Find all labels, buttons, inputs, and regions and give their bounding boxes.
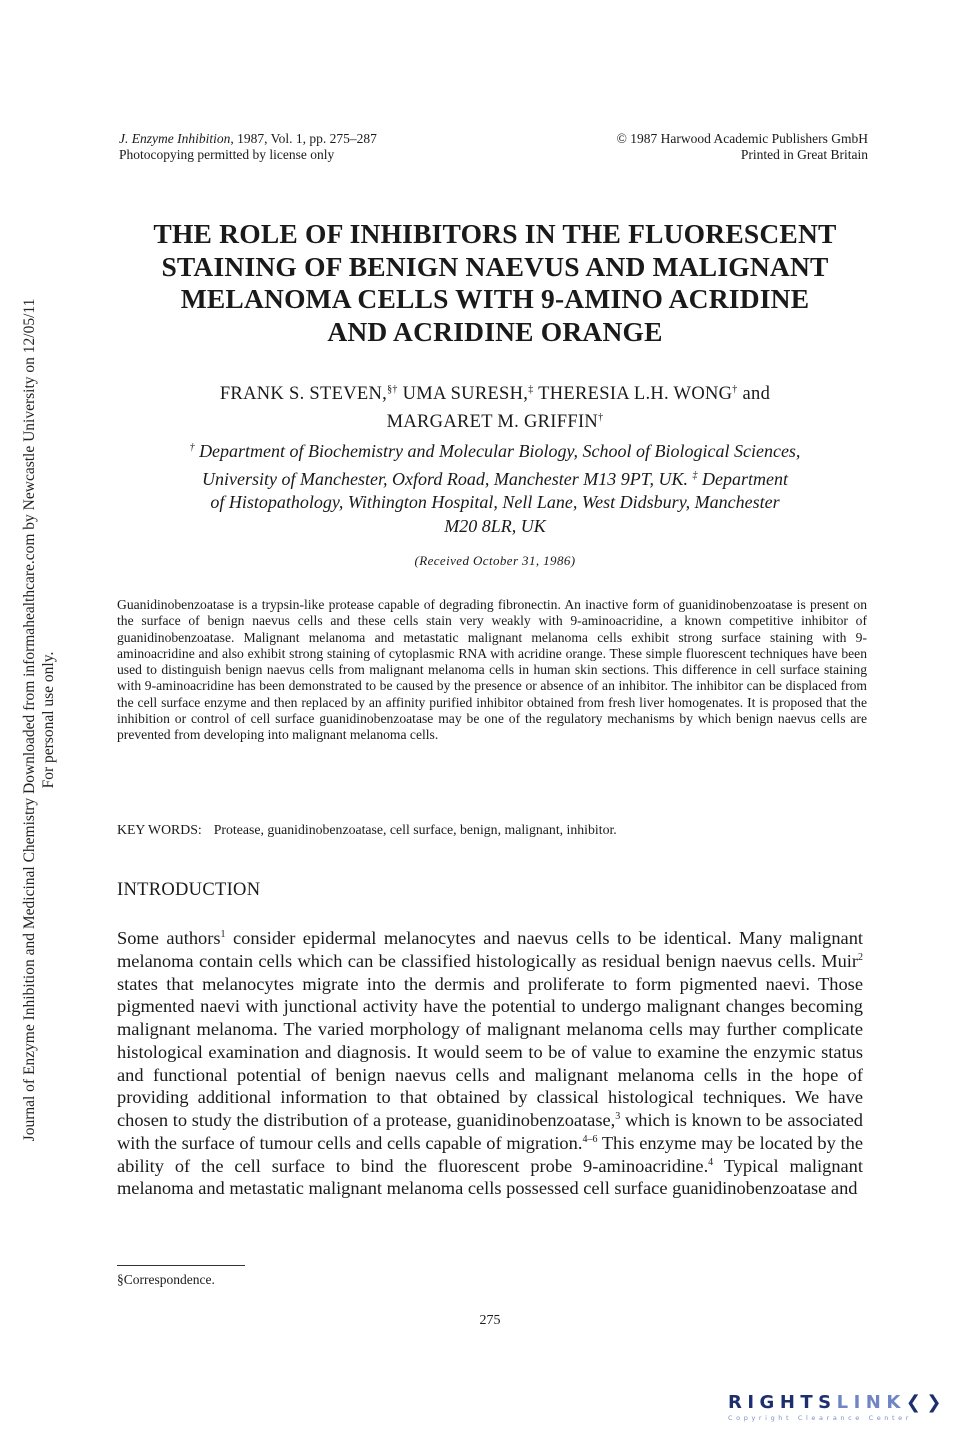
author-conjunction: and xyxy=(737,384,771,405)
citation-ref: 2 xyxy=(858,951,863,963)
download-stamp-line2: For personal use only. xyxy=(40,651,57,789)
affiliation-line xyxy=(105,464,885,492)
author-mark: † xyxy=(732,384,738,395)
publisher-header xyxy=(617,131,868,163)
logo-wordmark xyxy=(728,1392,960,1413)
journal-name: J. Enzyme Inhibition xyxy=(119,131,231,146)
keywords xyxy=(117,822,867,838)
logo-arrow-icon: ❮❯ xyxy=(905,1392,947,1413)
citation-ref: 4 xyxy=(708,1156,714,1168)
author-line xyxy=(110,406,880,434)
author-name: MARGARET M. GRIFFIN xyxy=(386,412,599,433)
title-line: MELANOMA CELLS WITH 9-AMINO ACRIDINE xyxy=(180,283,810,314)
keywords-text: Protease, guanidinobenzoatase, cell surface, benign, malignant, inhibitor. xyxy=(213,822,617,837)
affiliation-text: Department of Biochemistry and Molecular Biology, School of Biological Sciences, xyxy=(194,441,801,461)
journal-citation xyxy=(119,131,377,147)
affiliation-text: University of Manchester, Oxford Road, Manchester M13 9PT, UK. xyxy=(202,468,693,489)
title-line: AND ACRIDINE ORANGE xyxy=(327,315,663,347)
affiliation-text: Department xyxy=(697,468,788,489)
keywords-label: KEY WORDS: xyxy=(117,822,202,837)
citation-ref: 3 xyxy=(615,1110,621,1122)
citation-ref: 1 xyxy=(220,928,226,940)
body-text-segment: Typical malignant melanoma and metastatic malignant melanoma cells possessed cell surface guanidinobenzoatase and xyxy=(117,1155,863,1199)
affiliation-line: of Histopathology, Withington Hospital, Nell Lane, West Didsbury, Manchester xyxy=(210,492,780,512)
body-text-segment: which is known to be associated with the surface of tumour cells and cells capable of migration. xyxy=(117,1110,863,1153)
footnote: §Correspondence. xyxy=(117,1272,215,1287)
affiliation-mark: † xyxy=(189,442,195,453)
affiliations xyxy=(105,436,885,538)
affiliation-line: M20 8LR, UK xyxy=(444,515,546,536)
photocopy-notice: Photocopying permitted by license only xyxy=(119,147,335,162)
author-name: THERESIA L.H. WONG xyxy=(533,384,733,405)
author-mark: ‡ xyxy=(528,384,534,395)
affiliation-line xyxy=(105,436,885,464)
author-mark: §† xyxy=(387,384,398,395)
download-stamp-line1: Journal of Enzyme Inhibition and Medicinal Chemistry Downloaded from informahealthcare.com by Newcastle University on 12/05/11 xyxy=(21,298,38,1142)
body-text-segment: states that melanocytes migrate into the dermis and proliferate to form pigmented naevi. Those pigmented naevi with junctional activity have the potential to undergo malignant changes becoming malignant melanoma. The varied morphology of malignant melanoma cells may further complicate histological examination and diagnosis. It would seem to be of value to examine the enzymic status and functional potential of benign naevus cells and malignant melanoma cells in the hope of providing additional information to that obtained by classical histological techniques. We have chosen to study the distribution of a protease, guanidinobenzoatase, xyxy=(117,973,863,1130)
received-date: (Received October 31, 1986) xyxy=(414,553,576,568)
journal-header xyxy=(119,131,377,163)
author-name: UMA SURESH, xyxy=(397,384,529,405)
copyright-line: © 1987 Harwood Academic Publishers GmbH xyxy=(616,131,868,146)
title-line: THE ROLE OF INHIBITORS IN THE FLUORESCENT xyxy=(153,218,837,249)
author-name: FRANK S. STEVEN, xyxy=(219,384,388,405)
body-text-segment: consider epidermal melanocytes and naevus cells to be identical. Many malignant melanoma contain cells which can be classified histologically as residual benign naevus cells. Muir xyxy=(117,928,863,971)
rightslink-logo xyxy=(728,1392,960,1432)
author-list xyxy=(110,378,880,434)
citation-details: , 1987, Vol. 1, pp. 275–287 xyxy=(230,131,377,146)
article-title xyxy=(100,218,890,348)
author-mark: † xyxy=(598,412,604,424)
section-heading: INTRODUCTION xyxy=(117,880,261,900)
author-line xyxy=(110,378,880,406)
citation-ref: 4–6 xyxy=(582,1133,598,1145)
body-text-segment: Some authors xyxy=(117,928,221,948)
body-paragraph xyxy=(117,927,863,1200)
logo-text-light: LINK xyxy=(836,1392,906,1413)
download-stamp xyxy=(20,260,58,1180)
affiliation-mark: ‡ xyxy=(692,469,698,481)
footnote-divider xyxy=(117,1265,245,1266)
page-number: 275 xyxy=(479,1313,501,1328)
logo-tagline: Copyright Clearance Center xyxy=(728,1414,913,1422)
title-line: STAINING OF BENIGN NAEVUS AND MALIGNANT xyxy=(161,250,829,282)
body-text-segment: This enzyme may be located by the ability of the cell surface to bind the fluorescent probe 9-aminoacridine. xyxy=(117,1132,863,1176)
abstract: Guanidinobenzoatase is a trypsin-like protease capable of degrading fibronectin. An inactive form of guanidinobenzoatase is present on the surface of benign naevus cells and these cells stain very weakly with 9-aminoacridine, a known competitive inhibitor of guanidinobenzoatase. Malignant melanoma and metastatic malignant melanoma cells exhibit strong surface staining with 9-aminoacridine and also exhibit strong staining of cytoplasmic RNA with acridine orange. These simple fluorescent techniques have been used to distinguish benign naevus cells from malignant melanoma cells in human skin sections. This difference in cell surface staining with 9-aminoacridine has been demonstrated to be caused by the presence or absence of an inhibitor. The inhibitor can be displaced from the cell surface enzyme and then replaced by an affinity purified inhibitor obtained from fresh liver homogenates. It is proposed that the inhibition or control of cell surface guanidinobenzoatase may be one of the regulatory mechanisms by which benign naevus cells are prevented from developing into malignant melanoma cells. xyxy=(117,597,867,743)
printed-line: Printed in Great Britain xyxy=(740,147,868,162)
logo-text-dark: RIGHTS xyxy=(728,1392,837,1413)
